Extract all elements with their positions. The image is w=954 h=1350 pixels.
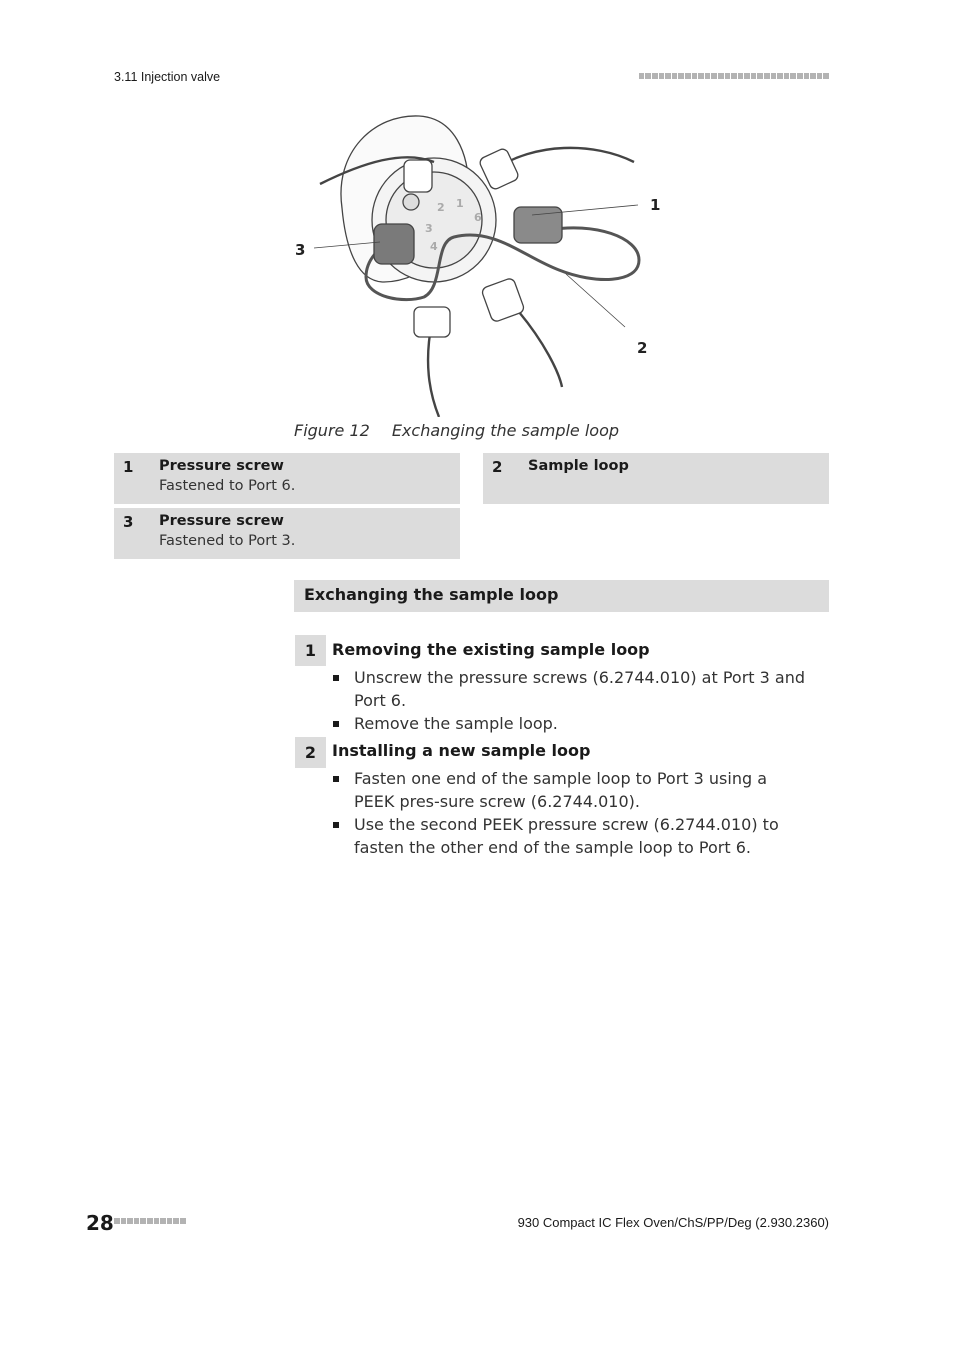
callout-1: 1 (650, 196, 660, 214)
document-title: 930 Compact IC Flex Oven/ChS/PP/Deg (2.930.2360) (517, 1215, 829, 1230)
legend-title: Sample loop (528, 458, 629, 474)
legend-description: Fastened to Port 6. (159, 478, 296, 494)
step-number: 2 (295, 737, 326, 768)
port-label: 4 (430, 240, 438, 253)
figure-caption-title: Exchanging the sample loop (391, 421, 620, 440)
bullet-item: Unscrew the pressure screws (6.2744.010) at Port 3 and Port 6. (332, 666, 812, 712)
step-bullet-list (332, 767, 812, 859)
step-title: Installing a new sample loop (332, 741, 591, 760)
legend-title: Pressure screw (159, 458, 284, 474)
procedure-heading (294, 580, 829, 612)
callout-3: 3 (295, 241, 306, 259)
legend-description: Fastened to Port 3. (159, 533, 296, 549)
legend-item (483, 453, 829, 504)
footer-dot-bar (114, 1218, 186, 1224)
header-dot-bar (639, 73, 829, 79)
section-header: 3.11 Injection valve (114, 70, 221, 84)
figure-caption (294, 421, 619, 440)
legend-item (114, 508, 460, 559)
port-label: 3 (425, 222, 433, 235)
bullet-item: Use the second PEEK pressure screw (6.2744.010) to fasten the other end of the sample loop to Port 6. (332, 813, 812, 859)
step-title: Removing the existing sample loop (332, 640, 650, 659)
valve-illustration (294, 112, 660, 417)
port-label: 2 (437, 201, 445, 214)
page-number: 28 (86, 1211, 114, 1235)
legend-item (114, 453, 460, 504)
port-label: 6 (474, 211, 482, 224)
bullet-item: Fasten one end of the sample loop to Port 3 using a PEEK pres-sure screw (6.2744.010). (332, 767, 812, 813)
callout-2: 2 (637, 339, 648, 357)
legend-number: 3 (123, 513, 134, 531)
legend-number: 1 (123, 458, 134, 476)
step-bullet-list (332, 666, 812, 735)
procedure-title: Exchanging the sample loop (304, 585, 559, 604)
legend-number: 2 (492, 458, 503, 476)
step-number: 1 (295, 635, 326, 666)
figure-caption-label: Figure 12 (294, 421, 370, 440)
valve-drawing (294, 112, 660, 417)
legend-title: Pressure screw (159, 513, 284, 529)
port-label: 1 (456, 197, 464, 210)
bullet-item: Remove the sample loop. (332, 712, 812, 735)
